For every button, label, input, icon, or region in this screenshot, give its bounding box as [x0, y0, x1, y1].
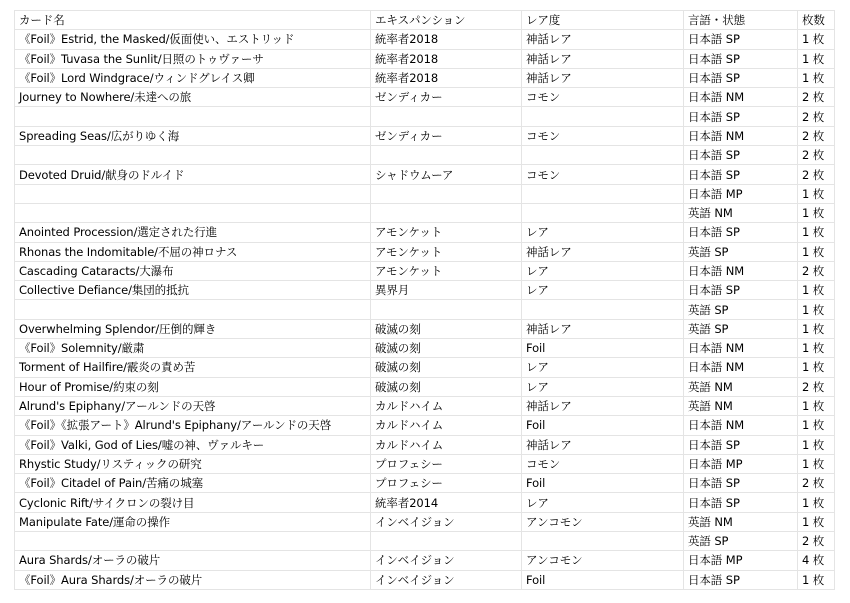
- expansion-cell[interactable]: [371, 532, 522, 551]
- language-condition-cell[interactable]: 英語 NM: [684, 396, 798, 415]
- rarity-cell[interactable]: [522, 203, 684, 222]
- card-name-cell[interactable]: Rhonas the Indomitable/不屈の神ロナス: [15, 242, 371, 261]
- language-condition-cell[interactable]: 日本語 SP: [684, 30, 798, 49]
- quantity-cell[interactable]: 2 枚: [798, 146, 835, 165]
- card-name-cell[interactable]: Hour of Promise/約束の刻: [15, 377, 371, 396]
- language-condition-cell[interactable]: 日本語 SP: [684, 281, 798, 300]
- language-condition-cell[interactable]: 英語 SP: [684, 242, 798, 261]
- card-name-cell[interactable]: Aura Shards/オーラの破片: [15, 551, 371, 570]
- quantity-cell[interactable]: 2 枚: [798, 165, 835, 184]
- expansion-cell[interactable]: アモンケット: [371, 223, 522, 242]
- table-row: [15, 300, 835, 319]
- rarity-cell[interactable]: コモン: [522, 126, 684, 145]
- card-name-cell[interactable]: Journey to Nowhere/未達への旅: [15, 88, 371, 107]
- card-name-cell[interactable]: [15, 300, 371, 319]
- header-quantity[interactable]: 枚数: [798, 11, 835, 30]
- table-row: [15, 532, 835, 551]
- quantity-cell[interactable]: 2 枚: [798, 88, 835, 107]
- card-name-cell[interactable]: 《Foil》Aura Shards/オーラの破片: [15, 570, 371, 589]
- card-name-cell[interactable]: 《Foil》Tuvasa the Sunlit/日照のトゥヴァーサ: [15, 49, 371, 68]
- language-condition-cell[interactable]: 日本語 NM: [684, 88, 798, 107]
- language-condition-cell[interactable]: 日本語 MP: [684, 454, 798, 473]
- language-condition-cell[interactable]: 日本語 SP: [684, 146, 798, 165]
- rarity-cell[interactable]: レア: [522, 358, 684, 377]
- rarity-cell[interactable]: 神話レア: [522, 396, 684, 415]
- table-row: [15, 203, 835, 222]
- quantity-cell[interactable]: 1 枚: [798, 358, 835, 377]
- table-row: [15, 570, 835, 589]
- rarity-cell[interactable]: [522, 532, 684, 551]
- expansion-cell[interactable]: カルドハイム: [371, 416, 522, 435]
- card-name-cell[interactable]: [15, 107, 371, 126]
- quantity-cell[interactable]: 1 枚: [798, 512, 835, 531]
- header-language-condition[interactable]: 言語・状態: [684, 11, 798, 30]
- expansion-cell[interactable]: 異界月: [371, 281, 522, 300]
- rarity-cell[interactable]: アンコモン: [522, 551, 684, 570]
- expansion-cell[interactable]: ゼンディカー: [371, 88, 522, 107]
- table-row: [15, 435, 835, 454]
- language-condition-cell[interactable]: 英語 NM: [684, 512, 798, 531]
- expansion-cell[interactable]: 統率者2018: [371, 49, 522, 68]
- expansion-cell[interactable]: カルドハイム: [371, 396, 522, 415]
- rarity-cell[interactable]: 神話レア: [522, 68, 684, 87]
- expansion-cell[interactable]: インベイジョン: [371, 551, 522, 570]
- quantity-cell[interactable]: 1 枚: [798, 281, 835, 300]
- language-condition-cell[interactable]: 日本語 SP: [684, 435, 798, 454]
- table-row: [15, 126, 835, 145]
- card-name-cell[interactable]: Anointed Procession/選定された行進: [15, 223, 371, 242]
- quantity-cell[interactable]: 1 枚: [798, 319, 835, 338]
- quantity-cell[interactable]: 2 枚: [798, 377, 835, 396]
- table-row: [15, 146, 835, 165]
- rarity-cell[interactable]: レア: [522, 377, 684, 396]
- card-name-cell[interactable]: Spreading Seas/広がりゆく海: [15, 126, 371, 145]
- quantity-cell[interactable]: 1 枚: [798, 396, 835, 415]
- expansion-cell[interactable]: シャドウムーア: [371, 165, 522, 184]
- expansion-cell[interactable]: 破滅の刻: [371, 377, 522, 396]
- table-row: [15, 474, 835, 493]
- quantity-cell[interactable]: 1 枚: [798, 435, 835, 454]
- language-condition-cell[interactable]: 英語 SP: [684, 532, 798, 551]
- expansion-cell[interactable]: プロフェシー: [371, 454, 522, 473]
- expansion-cell[interactable]: [371, 184, 522, 203]
- header-expansion[interactable]: エキスパンション: [371, 11, 522, 30]
- expansion-cell[interactable]: 破滅の刻: [371, 358, 522, 377]
- table-row: [15, 319, 835, 338]
- quantity-cell[interactable]: 1 枚: [798, 184, 835, 203]
- table-row: [15, 377, 835, 396]
- card-name-cell[interactable]: [15, 146, 371, 165]
- card-name-cell[interactable]: Cascading Cataracts/大瀑布: [15, 261, 371, 280]
- language-condition-cell[interactable]: 日本語 SP: [684, 474, 798, 493]
- quantity-cell[interactable]: 1 枚: [798, 416, 835, 435]
- expansion-cell[interactable]: [371, 146, 522, 165]
- table-row: [15, 223, 835, 242]
- expansion-cell[interactable]: インベイジョン: [371, 512, 522, 531]
- quantity-cell[interactable]: 1 枚: [798, 493, 835, 512]
- quantity-cell[interactable]: 1 枚: [798, 203, 835, 222]
- quantity-cell[interactable]: 2 枚: [798, 532, 835, 551]
- language-condition-cell[interactable]: 日本語 SP: [684, 570, 798, 589]
- language-condition-cell[interactable]: 日本語 NM: [684, 339, 798, 358]
- table-row: [15, 358, 835, 377]
- card-name-cell[interactable]: 《Foil》Estrid, the Masked/仮面使い、エストリッド: [15, 30, 371, 49]
- rarity-cell[interactable]: Foil: [522, 416, 684, 435]
- rarity-cell[interactable]: レア: [522, 493, 684, 512]
- quantity-cell[interactable]: 1 枚: [798, 49, 835, 68]
- quantity-cell[interactable]: 1 枚: [798, 339, 835, 358]
- rarity-cell[interactable]: 神話レア: [522, 242, 684, 261]
- quantity-cell[interactable]: 1 枚: [798, 300, 835, 319]
- rarity-cell[interactable]: レア: [522, 223, 684, 242]
- rarity-cell[interactable]: 神話レア: [522, 49, 684, 68]
- expansion-cell[interactable]: 破滅の刻: [371, 319, 522, 338]
- rarity-cell[interactable]: [522, 184, 684, 203]
- language-condition-cell[interactable]: 英語 SP: [684, 319, 798, 338]
- card-name-cell[interactable]: [15, 532, 371, 551]
- rarity-cell[interactable]: コモン: [522, 88, 684, 107]
- language-condition-cell[interactable]: 日本語 SP: [684, 68, 798, 87]
- quantity-cell[interactable]: 1 枚: [798, 242, 835, 261]
- language-condition-cell[interactable]: 日本語 NM: [684, 416, 798, 435]
- header-rarity[interactable]: レア度: [522, 11, 684, 30]
- language-condition-cell[interactable]: 日本語 SP: [684, 165, 798, 184]
- language-condition-cell[interactable]: 日本語 MP: [684, 551, 798, 570]
- card-name-cell[interactable]: Collective Defiance/集団的抵抗: [15, 281, 371, 300]
- table-row: [15, 416, 835, 435]
- card-name-cell[interactable]: 《Foil》Solemnity/厳粛: [15, 339, 371, 358]
- rarity-cell[interactable]: Foil: [522, 570, 684, 589]
- card-name-cell[interactable]: Overwhelming Splendor/圧倒的輝き: [15, 319, 371, 338]
- expansion-cell[interactable]: アモンケット: [371, 242, 522, 261]
- table-row: [15, 184, 835, 203]
- table-row: [15, 68, 835, 87]
- table-row: [15, 30, 835, 49]
- expansion-cell[interactable]: アモンケット: [371, 261, 522, 280]
- expansion-cell[interactable]: [371, 203, 522, 222]
- rarity-cell[interactable]: [522, 107, 684, 126]
- language-condition-cell[interactable]: 英語 NM: [684, 203, 798, 222]
- expansion-cell[interactable]: カルドハイム: [371, 435, 522, 454]
- quantity-cell[interactable]: 1 枚: [798, 454, 835, 473]
- header-card-name[interactable]: カード名: [15, 11, 371, 30]
- card-name-cell[interactable]: 《Foil》《拡張アート》Alrund's Epiphany/アールンドの天啓: [15, 416, 371, 435]
- expansion-cell[interactable]: [371, 300, 522, 319]
- expansion-cell[interactable]: 統率者2018: [371, 30, 522, 49]
- table-row: [15, 512, 835, 531]
- table-row: [15, 551, 835, 570]
- quantity-cell[interactable]: 1 枚: [798, 30, 835, 49]
- card-name-cell[interactable]: Manipulate Fate/運命の操作: [15, 512, 371, 531]
- quantity-cell[interactable]: 2 枚: [798, 474, 835, 493]
- quantity-cell[interactable]: 2 枚: [798, 261, 835, 280]
- quantity-cell[interactable]: 1 枚: [798, 570, 835, 589]
- expansion-cell[interactable]: インベイジョン: [371, 570, 522, 589]
- rarity-cell[interactable]: レア: [522, 281, 684, 300]
- language-condition-cell[interactable]: 日本語 SP: [684, 49, 798, 68]
- table-row: [15, 454, 835, 473]
- language-condition-cell[interactable]: 日本語 NM: [684, 358, 798, 377]
- quantity-cell[interactable]: 1 枚: [798, 68, 835, 87]
- expansion-cell[interactable]: 破滅の刻: [371, 339, 522, 358]
- language-condition-cell[interactable]: 日本語 NM: [684, 126, 798, 145]
- quantity-cell[interactable]: 2 枚: [798, 126, 835, 145]
- language-condition-cell[interactable]: 日本語 NM: [684, 261, 798, 280]
- rarity-cell[interactable]: Foil: [522, 339, 684, 358]
- rarity-cell[interactable]: コモン: [522, 454, 684, 473]
- language-condition-cell[interactable]: 日本語 SP: [684, 493, 798, 512]
- rarity-cell[interactable]: コモン: [522, 165, 684, 184]
- table-row: [15, 396, 835, 415]
- rarity-cell[interactable]: [522, 300, 684, 319]
- expansion-cell[interactable]: [371, 107, 522, 126]
- card-name-cell[interactable]: Torment of Hailfire/霰炎の責め苦: [15, 358, 371, 377]
- table-row: [15, 493, 835, 512]
- card-name-cell[interactable]: 《Foil》Valki, God of Lies/嘘の神、ヴァルキー: [15, 435, 371, 454]
- expansion-cell[interactable]: 統率者2018: [371, 68, 522, 87]
- card-name-cell[interactable]: Devoted Druid/献身のドルイド: [15, 165, 371, 184]
- card-name-cell[interactable]: [15, 203, 371, 222]
- table-row: [15, 242, 835, 261]
- quantity-cell[interactable]: 1 枚: [798, 223, 835, 242]
- table-row: [15, 281, 835, 300]
- language-condition-cell[interactable]: 日本語 SP: [684, 107, 798, 126]
- rarity-cell[interactable]: レア: [522, 261, 684, 280]
- table-row: [15, 261, 835, 280]
- quantity-cell[interactable]: 4 枚: [798, 551, 835, 570]
- quantity-cell[interactable]: 2 枚: [798, 107, 835, 126]
- table-row: [15, 49, 835, 68]
- language-condition-cell[interactable]: 日本語 SP: [684, 223, 798, 242]
- card-inventory-table: [14, 10, 835, 590]
- rarity-cell[interactable]: 神話レア: [522, 30, 684, 49]
- card-name-cell[interactable]: Rhystic Study/リスティックの研究: [15, 454, 371, 473]
- header-row: [15, 11, 835, 30]
- rarity-cell[interactable]: 神話レア: [522, 435, 684, 454]
- table-row: [15, 88, 835, 107]
- rarity-cell[interactable]: [522, 146, 684, 165]
- expansion-cell[interactable]: プロフェシー: [371, 474, 522, 493]
- card-name-cell[interactable]: [15, 184, 371, 203]
- rarity-cell[interactable]: 神話レア: [522, 319, 684, 338]
- expansion-cell[interactable]: 統率者2014: [371, 493, 522, 512]
- table-row: [15, 339, 835, 358]
- rarity-cell[interactable]: Foil: [522, 474, 684, 493]
- table-row: [15, 107, 835, 126]
- table-body: [15, 11, 835, 590]
- rarity-cell[interactable]: アンコモン: [522, 512, 684, 531]
- table-row: [15, 165, 835, 184]
- language-condition-cell[interactable]: 日本語 MP: [684, 184, 798, 203]
- expansion-cell[interactable]: ゼンディカー: [371, 126, 522, 145]
- card-name-cell[interactable]: 《Foil》Lord Windgrace/ウィンドグレイス卿: [15, 68, 371, 87]
- card-name-cell[interactable]: Alrund's Epiphany/アールンドの天啓: [15, 396, 371, 415]
- language-condition-cell[interactable]: 英語 NM: [684, 377, 798, 396]
- card-name-cell[interactable]: 《Foil》Citadel of Pain/苦痛の城塞: [15, 474, 371, 493]
- card-name-cell[interactable]: Cyclonic Rift/サイクロンの裂け目: [15, 493, 371, 512]
- language-condition-cell[interactable]: 英語 SP: [684, 300, 798, 319]
